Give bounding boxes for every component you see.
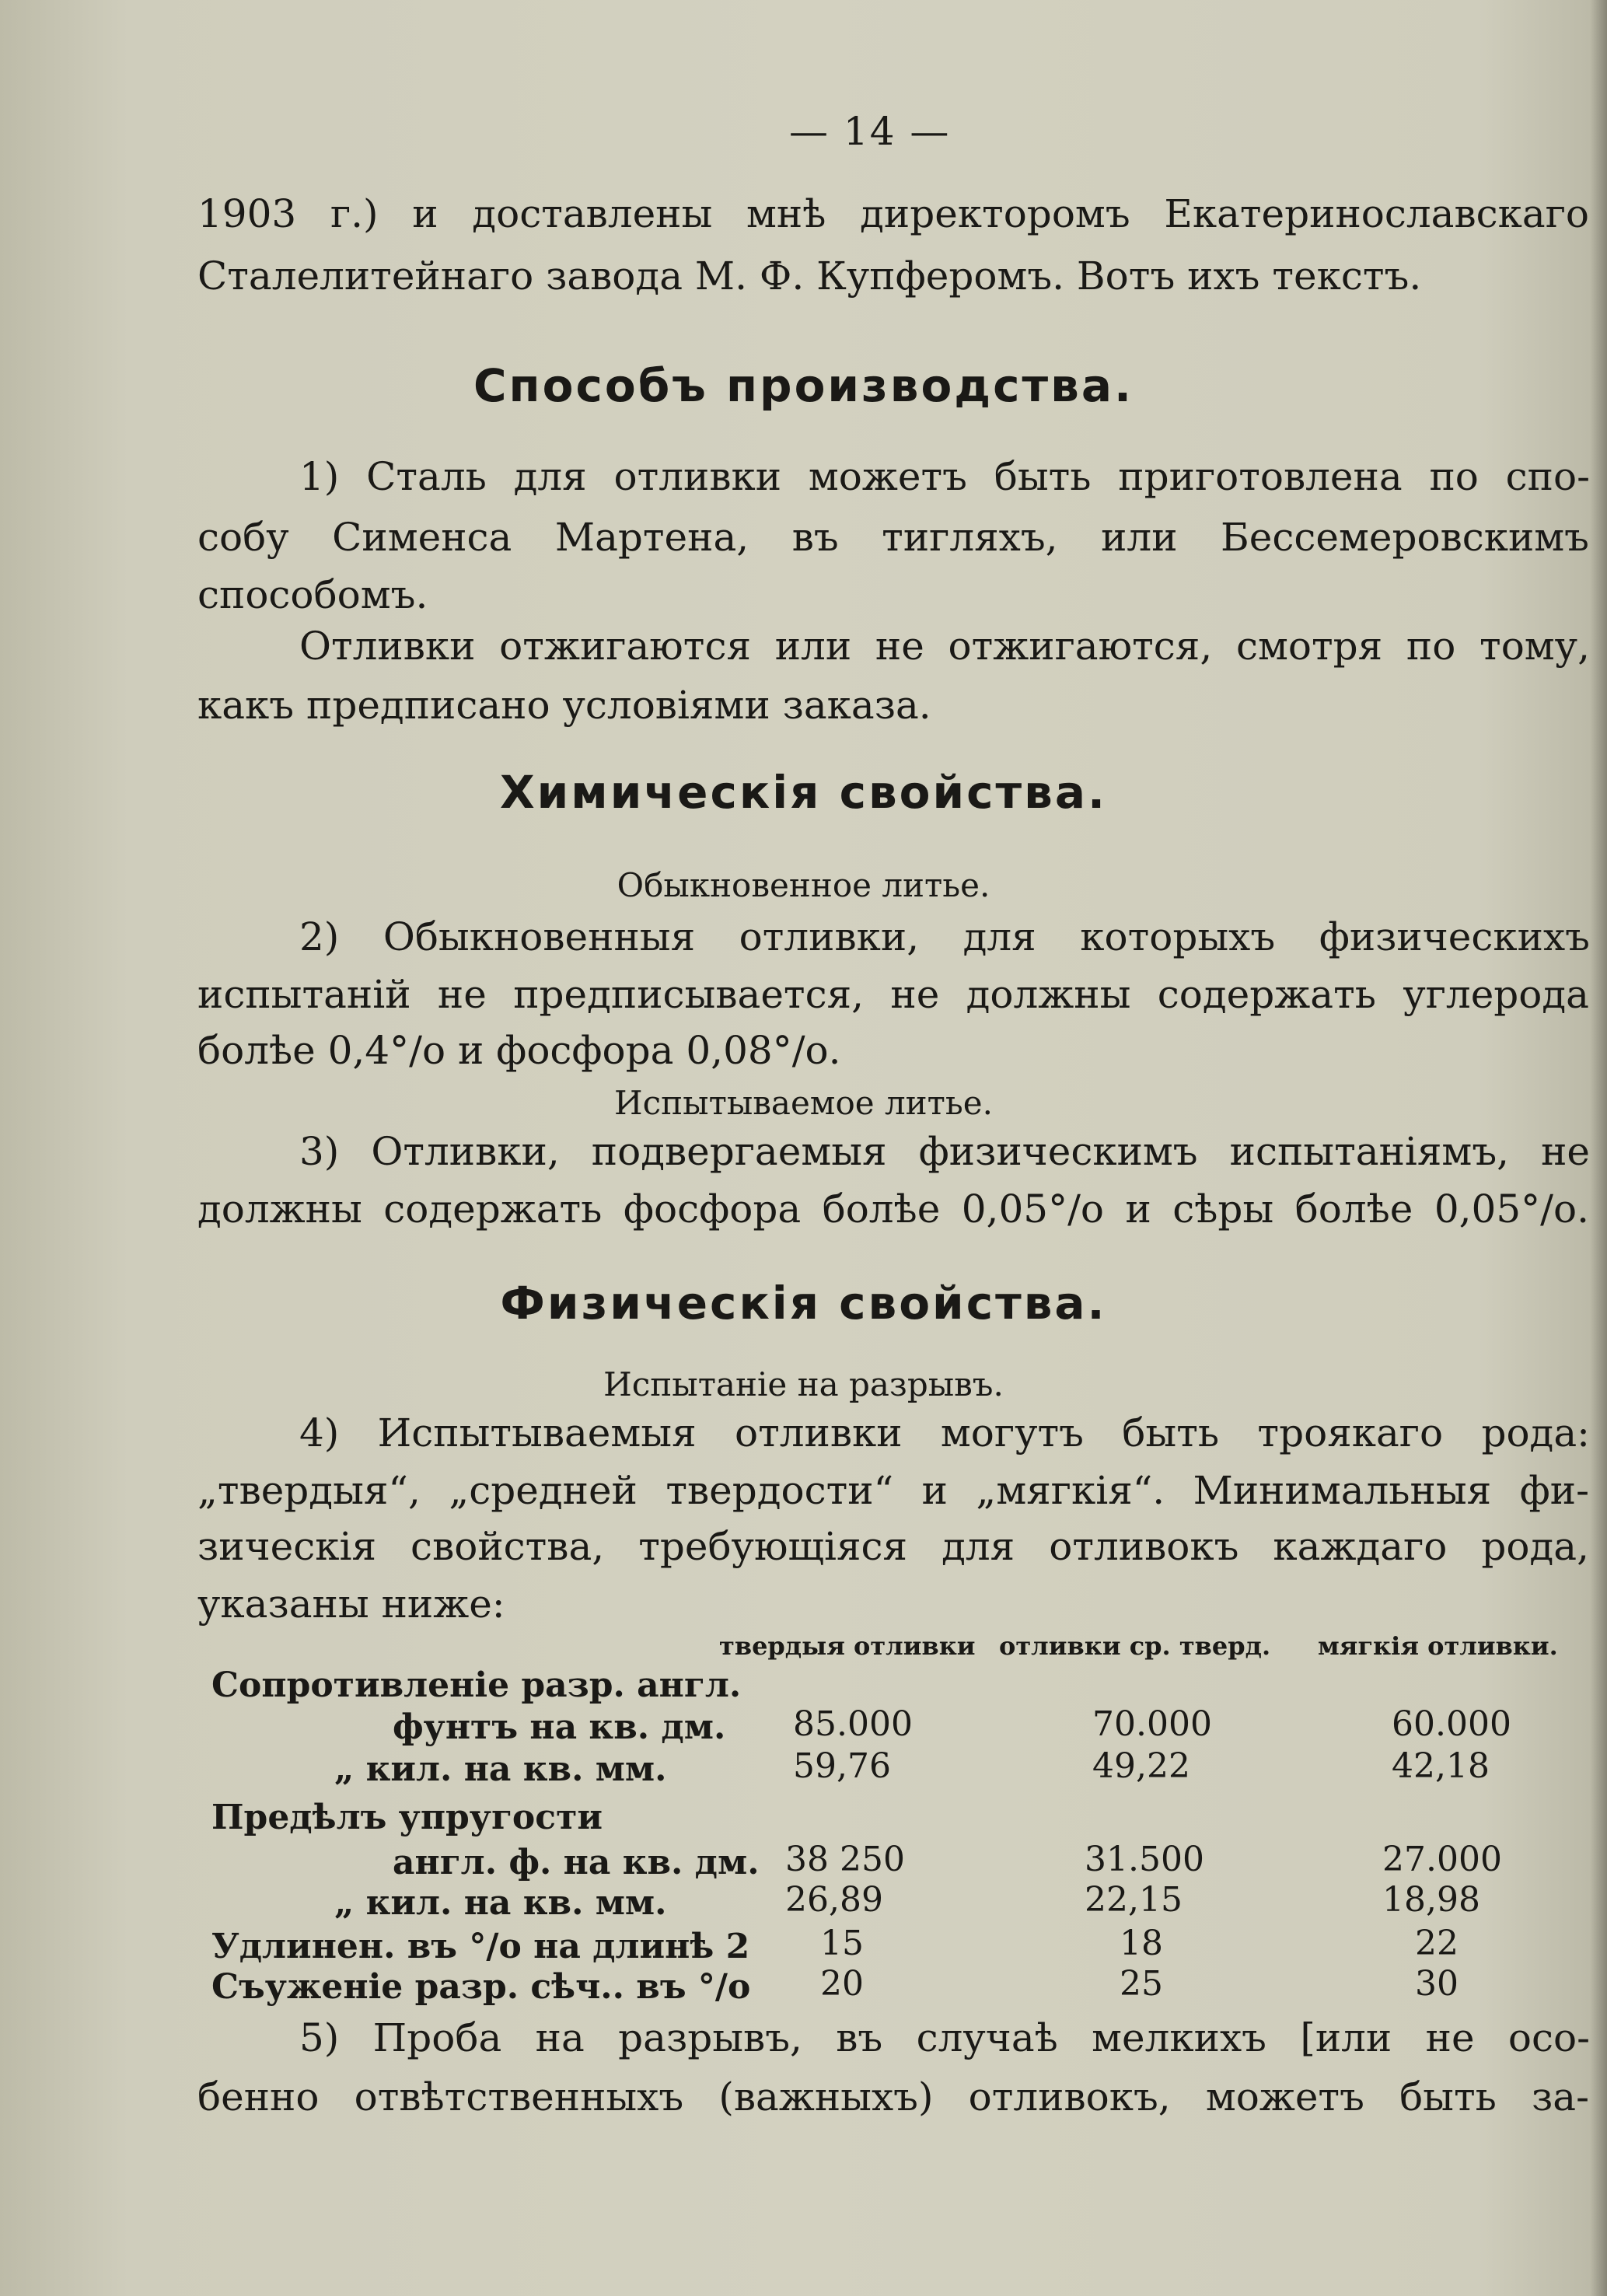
s1-p2-line-1: Отливки отжигаются или не отжигаются, смотря по тому, xyxy=(299,624,1590,669)
s1-p1-line-2: собу Сименса Мартена, въ тигляхъ, или Бессемеровскимъ xyxy=(197,515,1589,560)
s4-p1-line-1: 5) Проба на разрывъ, въ случаѣ мелкихъ [или не осо- xyxy=(299,2015,1590,2060)
table-cell-value: 25 xyxy=(1120,1964,1163,2004)
table-cell-value: 60.000 xyxy=(1392,1704,1511,1744)
table-header-hard: твердыя отливки xyxy=(719,1631,976,1661)
s4-p1-line-2: бенно отвѣтственныхъ (важныхъ) отливокъ, можетъ быть за- xyxy=(197,2074,1589,2120)
intro-line-1: 1903 г.) и доставлены мнѣ директоромъ Екатеринославскаго xyxy=(197,191,1589,236)
table-cell-value: 18 xyxy=(1120,1924,1163,1963)
table-row-label: „ кил. на кв. мм. xyxy=(334,1883,667,1923)
table-row-label: фунтъ на кв. дм. xyxy=(393,1707,726,1747)
s1-p1-line-3: способомъ. xyxy=(197,572,428,617)
table-cell-value: 26,89 xyxy=(785,1880,883,1920)
s2-p2-line-2: должны содержать фосфора болѣе 0,05°/о и сѣры болѣе 0,05°/о. xyxy=(197,1186,1589,1232)
s2-p2-line-1: 3) Отливки, подвергаемыя физическимъ испытаніямъ, не xyxy=(299,1129,1590,1174)
table-row-label: „ кил. на кв. мм. xyxy=(334,1749,667,1789)
s3-p1-line-1: 4) Испытываемыя отливки могутъ быть троякаго рода: xyxy=(299,1410,1590,1456)
table-cell-value: 42,18 xyxy=(1392,1746,1490,1786)
s3-p1-line-2: „твердыя“, „средней твердости“ и „мягкія“. Минимальныя фи- xyxy=(197,1468,1589,1513)
intro-line-2: Сталелитейнаго завода М. Ф. Купферомъ. Вотъ ихъ текстъ. xyxy=(197,253,1422,299)
table-cell-value: 49,22 xyxy=(1092,1746,1190,1786)
table-cell-value: 20 xyxy=(820,1964,864,2004)
s1-p1-line-1: 1) Сталь для отливки можетъ быть приготовлена по спо- xyxy=(299,454,1590,499)
table-cell-value: 15 xyxy=(820,1924,864,1963)
table-row-label: Удлинен. въ °/о на длинѣ 2 xyxy=(211,1927,750,1966)
section-title-physical: Физическія свойства. xyxy=(500,1277,1107,1330)
table-row-label: англ. ф. на кв. дм. xyxy=(393,1843,760,1882)
section-title-chemical: Химическія свойства. xyxy=(499,766,1108,819)
s3-p1-line-4: указаны ниже: xyxy=(197,1581,505,1627)
s1-p2-line-2: какъ предписано условіями заказа. xyxy=(197,683,931,728)
table-cell-value: 18,98 xyxy=(1382,1880,1480,1920)
subhead-tensile-test: Испытаніе на разрывъ. xyxy=(603,1365,1004,1403)
table-row-label: Съуженіе разр. сѣч.. въ °/о xyxy=(211,1967,751,2007)
table-cell-value: 22 xyxy=(1415,1924,1459,1963)
table-cell-value: 31.500 xyxy=(1085,1840,1204,1879)
table-header-soft: мягкія отливки. xyxy=(1318,1631,1558,1661)
table-cell-value: 22,15 xyxy=(1085,1880,1183,1920)
table-row-label: Предѣлъ упругости xyxy=(211,1798,603,1837)
table-header-medium: отливки ср. тверд. xyxy=(999,1631,1271,1661)
table-cell-value: 59,76 xyxy=(793,1746,891,1786)
subhead-ordinary-casting: Обыкновенное литье. xyxy=(617,866,990,904)
page-number: — 14 — xyxy=(789,109,951,154)
table-row-label: Сопротивленіе разр. англ. xyxy=(211,1665,742,1705)
s2-p1-line-2: испытаній не предписывается, не должны содержать углерода xyxy=(197,972,1589,1017)
page-edge-shadow xyxy=(1590,0,1607,2296)
s3-p1-line-3: зическія свойства, требующіяся для отливокъ каждаго рода, xyxy=(197,1524,1589,1569)
subhead-tested-casting: Испытываемое литье. xyxy=(614,1084,993,1122)
table-cell-value: 27.000 xyxy=(1382,1840,1502,1879)
table-cell-value: 38 250 xyxy=(785,1840,905,1879)
s2-p1-line-3: болѣе 0,4°/о и фосфора 0,08°/о. xyxy=(197,1028,841,1073)
section-title-production: Способъ производства. xyxy=(473,359,1134,412)
table-cell-value: 85.000 xyxy=(793,1704,913,1744)
s2-p1-line-1: 2) Обыкновенныя отливки, для которыхъ физическихъ xyxy=(299,914,1590,959)
table-cell-value: 30 xyxy=(1415,1964,1459,2004)
table-cell-value: 70.000 xyxy=(1092,1704,1212,1744)
